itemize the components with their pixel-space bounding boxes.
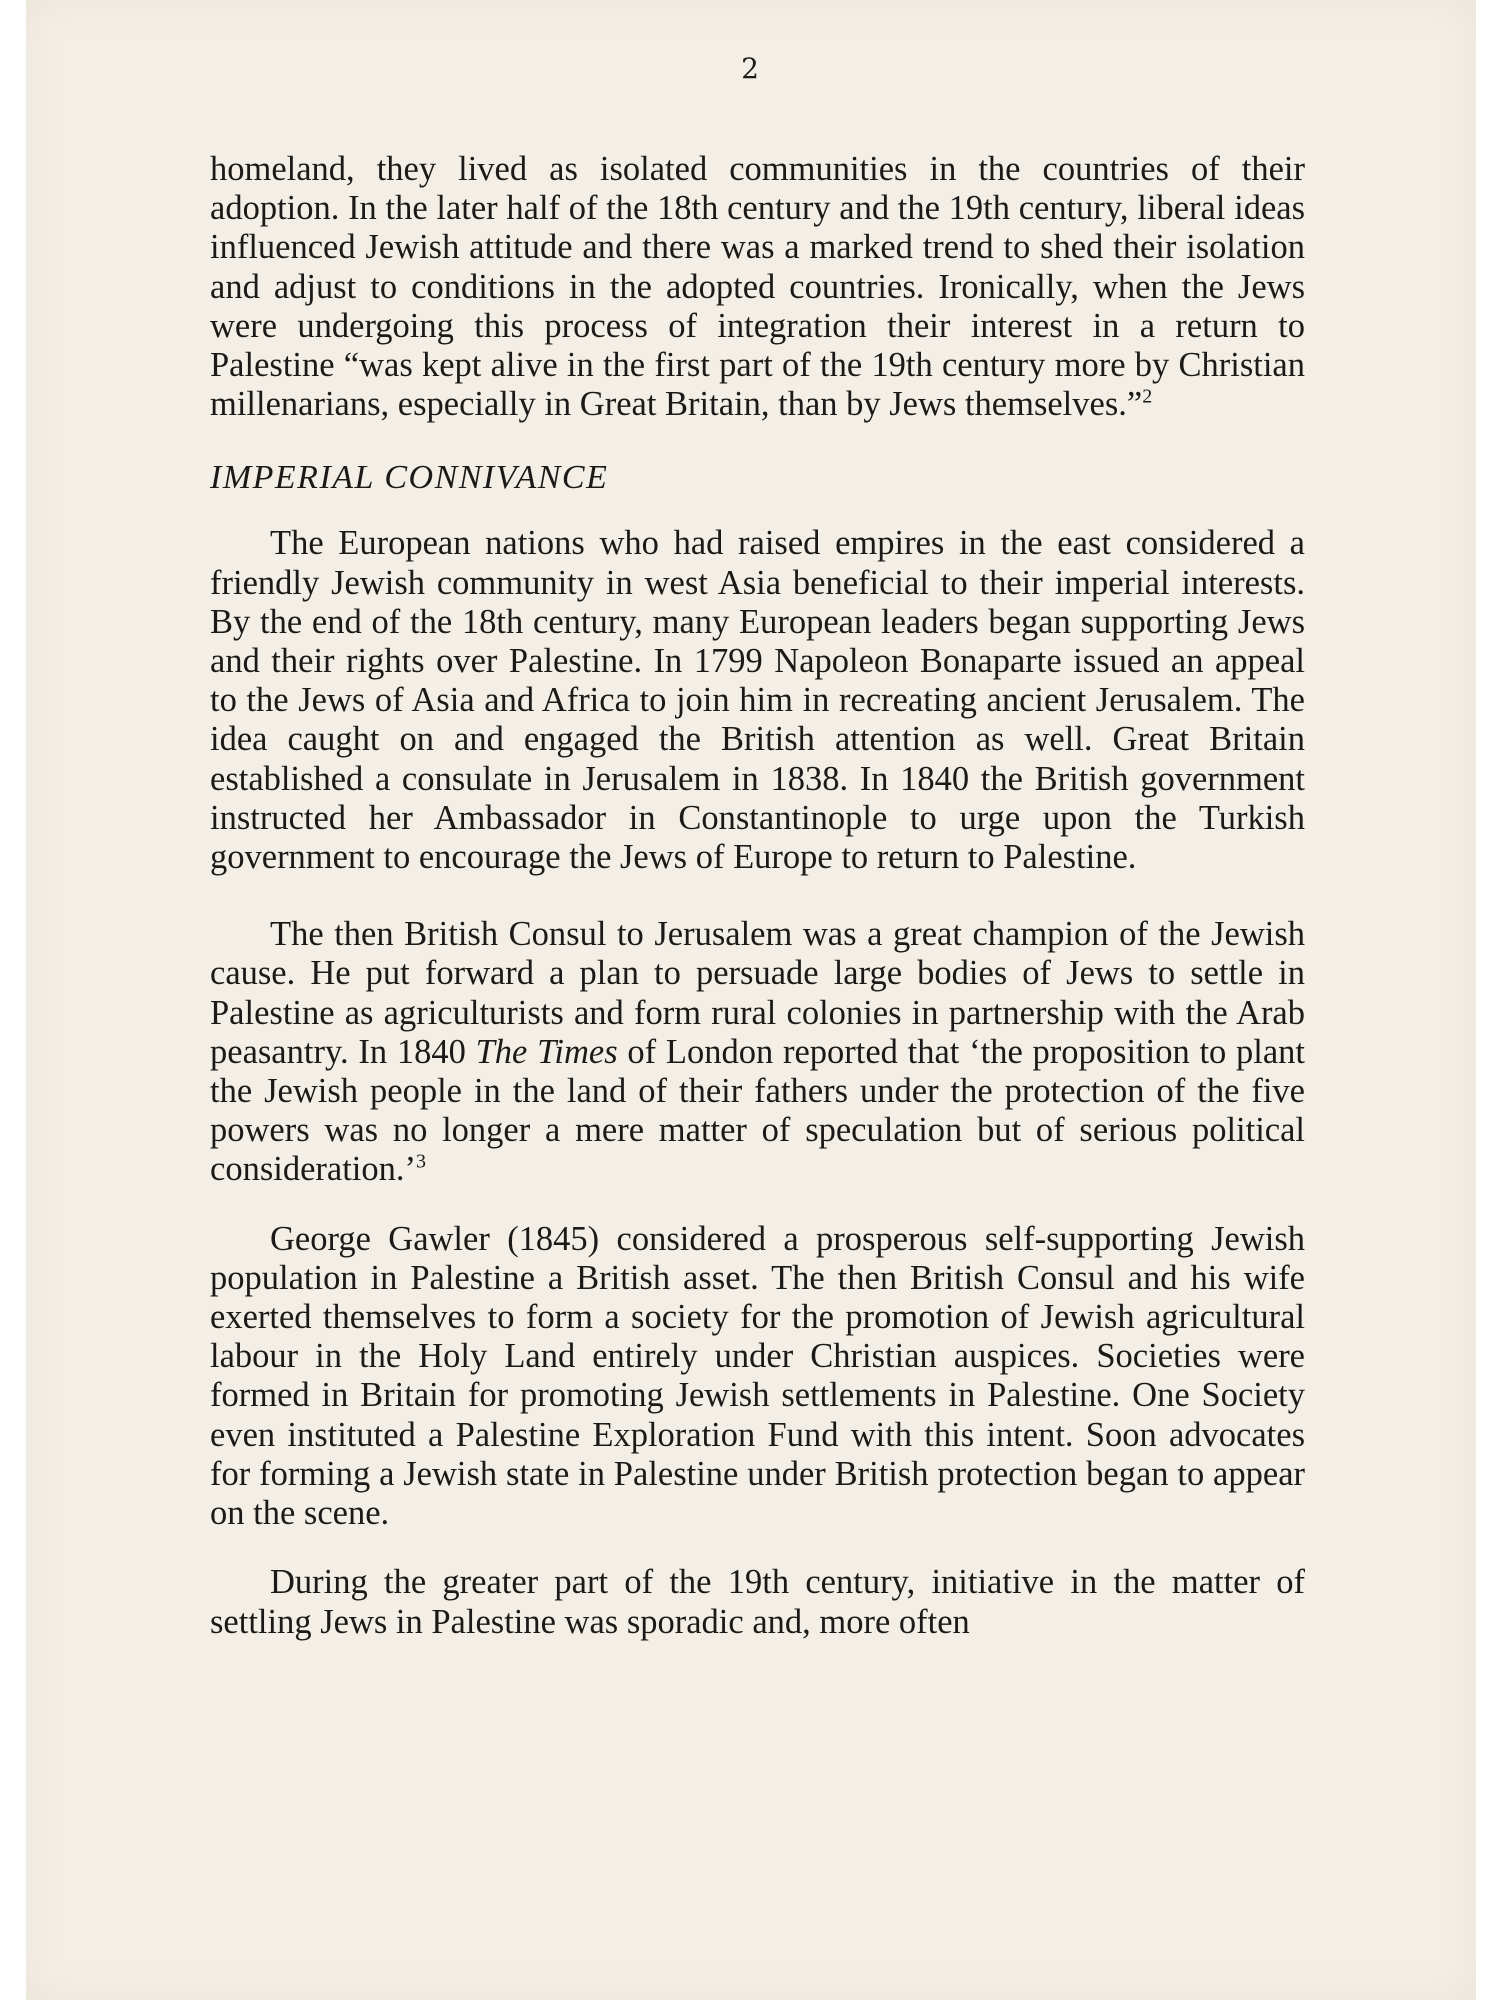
paragraph-settling-initiative: During the greater part of the 19th century, initiative in the matter of settling Jews in Palestine was sporadic and, more often [210, 1563, 1305, 1641]
paragraph-george-gawler: George Gawler (1845) considered a prosperous self-supporting Jewish population in Palestine a British asset. The then British Consul and his wife exerted themselves to form a society for the promotion of Jewish agricultural labour in the Holy Land entirely under Christian auspices. Societies were formed in Britain for promoting Jewish settlements in Palestine. One Society even instituted a Palestine Exploration Fund with this intent. Soon advocates for forming a Jewish state in Palestine under British protection began to appear on the scene. [210, 1219, 1305, 1533]
page-number: 2 [741, 52, 759, 85]
intro-paragraph [210, 150, 1305, 424]
intro-paragraph-text: homeland, they lived as isolated communities in the countries of their adoption. In the later half of the 18th century and the 19th century, liberal ideas influenced Jewish attitude and there was a marked trend to shed their isolation and adjust to conditions in the adopted countries. Ironically, when the Jews were undergoing this process of integration their interest in a return to Palestine “was kept alive in the first part of the 19th century more by Christian millenarians, especially in Great Britain, than by Jews themselves.” [210, 150, 1305, 424]
page-body [210, 150, 1305, 1642]
paragraph-british-consul-end: of London reported that ‘the proposition to plant the Jewish people in the land of their fathers under the protection of the five powers was no longer a mere matter of speculation but of serious political consideration.’ [210, 1032, 1306, 1189]
paragraph-imperial-interests: The European nations who had raised empires in the east considered a friendly Jewish community in west Asia beneficial to their imperial interests. By the end of the 18th century, many European leaders began supporting Jews and their rights over Palestine. In 1799 Napoleon Bonaparte issued an appeal to the Jews of Asia and Africa to join him in recreating ancient Jerusalem. The idea caught on and engaged the British attention as well. Great Britain established a consulate in Jerusalem in 1838. In 1840 the British government instructed her Ambassador in Constantinople to urge upon the Turkish government to encourage the Jews of Europe to return to Palestine. [210, 524, 1305, 877]
paragraph-british-consul-start: The then British Consul to Jerusalem was a great champion of the Jewish cause. He put forward a plan to persuade large bodies of Jews to settle in Palestine as agriculturists and form rural colonies in partnership with the Arab peasantry. In 1840 [210, 915, 1305, 1071]
section-heading: IMPERIAL CONNIVANCE [210, 459, 609, 497]
newspaper-title: The Times [475, 1032, 618, 1071]
paragraph-british-consul [210, 915, 1305, 1189]
footnote-marker: 2 [1142, 385, 1153, 408]
footnote-marker: 3 [415, 1150, 426, 1173]
